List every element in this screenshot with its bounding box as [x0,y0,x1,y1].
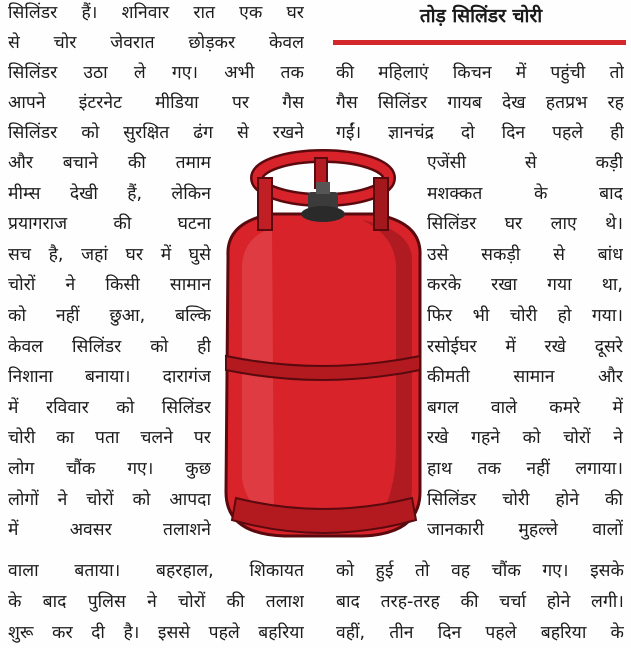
text-line: करके रखा गया था, [427,275,623,296]
text-line: गैस सिलिंडर गायब देख हतप्रभ रह [336,93,624,113]
text-line: वाला बताया। बहरहाल, शिकायत [8,561,304,581]
text-line: और बचाने की तमाम [8,153,211,173]
text-line: बाद तरह-तरह की चर्चा होने लगी। [336,592,624,612]
text-line: से चोर जेवरात छोड़कर केवल [8,33,304,53]
text-line: रखे गहने को चोरों ने [427,428,623,449]
text-line: शुरू कर दी है। इससे पहले बहरिया [8,623,304,643]
text-line: वहीं, तीन दिन पहले बहरिया के [336,623,624,643]
text-line: जानकारी मुहल्ले वालों [427,520,623,541]
text-line: कीमती सामान और [427,367,623,388]
text-line: सिलिंडर हैं। शनिवार रात एक घर [8,3,304,23]
text-line: प्रयागराज की घटना [8,214,211,235]
text-line: के बाद पुलिस ने चोरों की तलाश [8,592,304,612]
text-line: सच है, जहां घर में घुसे [8,244,211,265]
text-line: आपने इंटरनेट मीडिया पर गैस [8,93,304,113]
text-line: को हुई तो वह चौंक गए। इसके [336,561,624,581]
text-line: लोग चौंक गए। कुछ [8,459,211,479]
headline: तोड़ सिलिंडर चोरी [419,5,543,27]
text-line: चोरों ने किसी सामान [8,275,211,296]
text-line: सिलिंडर चोरी होने की [427,489,623,510]
gas-cylinder-icon [212,148,434,544]
text-line: बगल वाले कमरे में [427,397,623,418]
text-line: सिलिंडर को सुरक्षित ढंग से रखने [8,123,304,143]
text-line: सिलिंडर घर लाए थे। [427,214,623,235]
text-line: फिर भी चोरी हो गया। [427,306,623,326]
text-line: की महिलाएं किचन में पहुंची तो [336,63,624,83]
text-line: रसोईघर में रखे दूसरे [427,336,623,357]
text-line: में अवसर तलाशने [8,520,211,541]
headline-rule [333,40,626,45]
text-line: निशाना बनाया। दारागंज [8,367,211,388]
text-line: गईं। ज्ञानचंद्र दो दिन पहले ही [336,123,624,143]
text-line: उसे सकड़ी से बांध [427,244,623,265]
text-line: लोगों ने चोरों को आपदा [8,489,211,510]
text-line: एजेंसी से कड़ी [427,153,623,173]
text-line: में रविवार को सिलिंडर [8,397,211,418]
text-line: सिलिंडर उठा ले गए। अभी तक [8,63,304,83]
text-line: मशक्कत के बाद [427,183,623,204]
text-line: को नहीं छुआ, बल्कि [8,306,211,326]
text-line: हाथ तक नहीं लगाया। [427,459,623,479]
text-line: मीम्स देखी हैं, लेकिन [8,183,211,204]
text-line: चोरी का पता चलने पर [8,428,211,449]
text-line: केवल सिलिंडर को ही [8,336,211,357]
